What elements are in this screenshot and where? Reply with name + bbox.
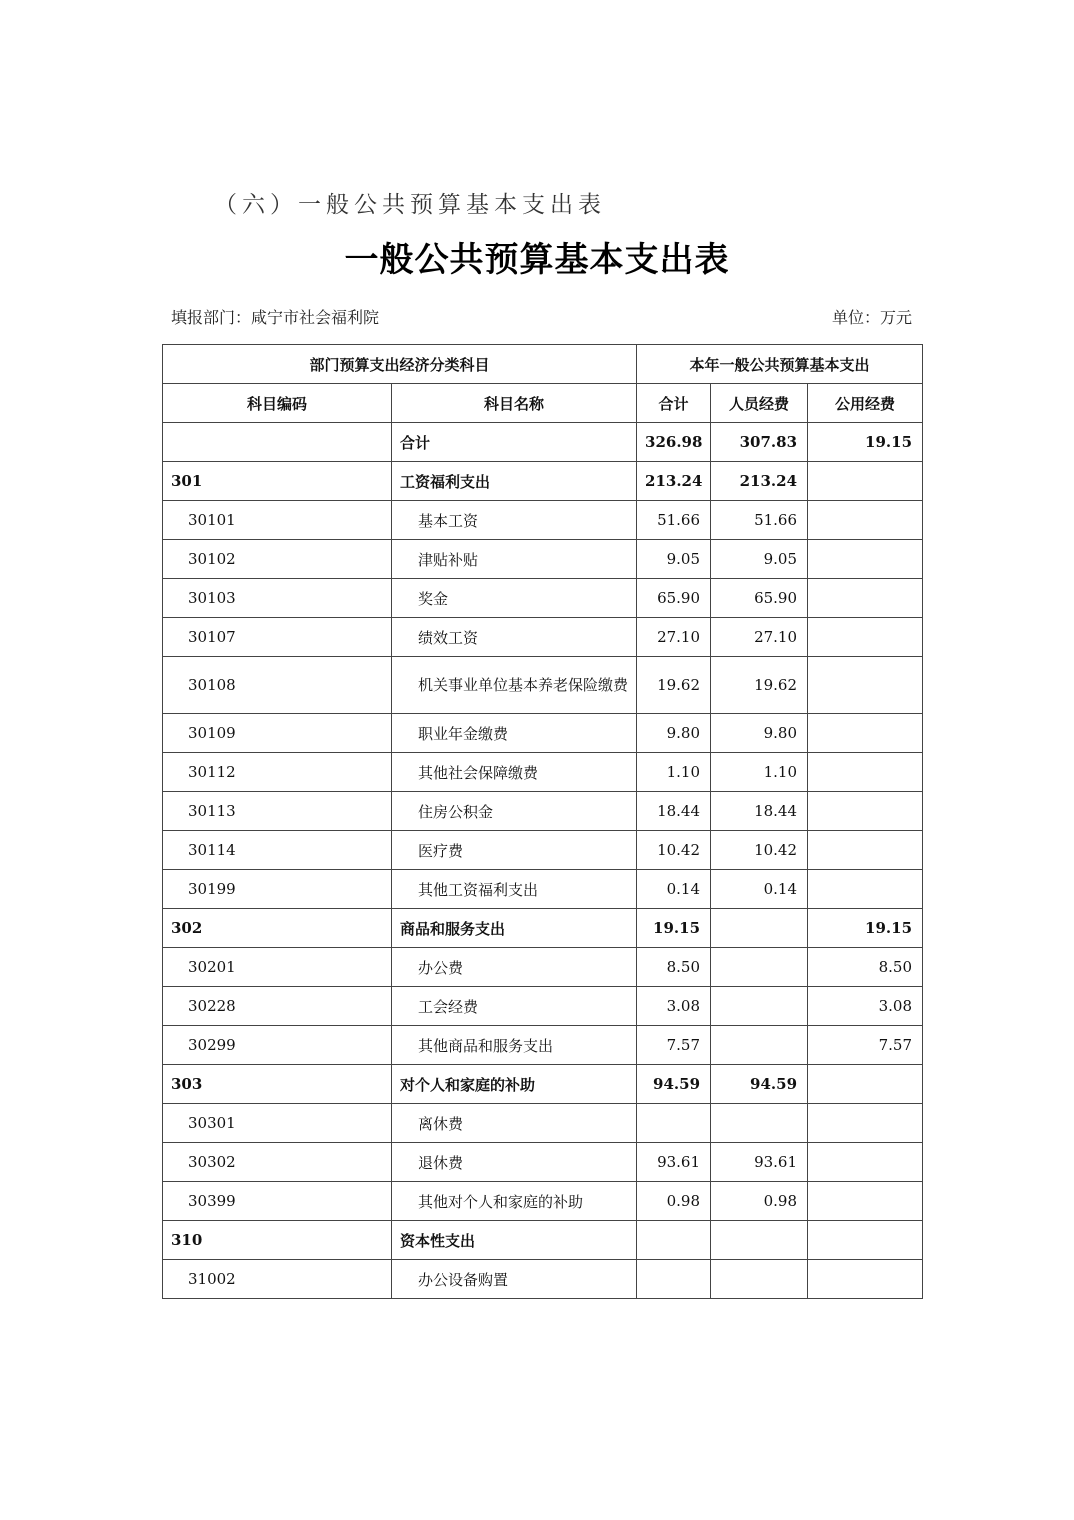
row-name: 商品和服务支出 xyxy=(392,909,637,948)
row-name: 对个人和家庭的补助 xyxy=(392,1065,637,1104)
row-code: 30103 xyxy=(163,579,392,618)
row-public xyxy=(808,870,923,909)
row-code: 30301 xyxy=(163,1104,392,1143)
row-public xyxy=(808,1104,923,1143)
row-total: 326.98 xyxy=(637,423,711,462)
row-total: 19.62 xyxy=(637,657,711,714)
row-public xyxy=(808,1182,923,1221)
section-title: （六）一般公共预算基本支出表 xyxy=(214,192,606,218)
row-public xyxy=(808,1143,923,1182)
row-personnel: 27.10 xyxy=(711,618,808,657)
row-name: 其他社会保障缴费 xyxy=(392,753,637,792)
row-name: 津贴补贴 xyxy=(392,540,637,579)
row-public xyxy=(808,540,923,579)
row-name: 其他工资福利支出 xyxy=(392,870,637,909)
row-total: 51.66 xyxy=(637,501,711,540)
table-row xyxy=(163,423,923,462)
table-row xyxy=(163,618,923,657)
row-code: 30102 xyxy=(163,540,392,579)
row-personnel xyxy=(711,1104,808,1143)
table-row xyxy=(163,462,923,501)
row-name: 合计 xyxy=(392,423,637,462)
header-personnel: 人员经费 xyxy=(711,384,808,423)
table-row xyxy=(163,792,923,831)
table-row xyxy=(163,753,923,792)
row-public xyxy=(808,1221,923,1260)
row-public xyxy=(808,579,923,618)
row-total xyxy=(637,1260,711,1299)
row-public: 7.57 xyxy=(808,1026,923,1065)
table-row xyxy=(163,540,923,579)
row-code: 302 xyxy=(163,909,392,948)
row-code: 310 xyxy=(163,1221,392,1260)
table-row xyxy=(163,987,923,1026)
table-row xyxy=(163,1143,923,1182)
row-code: 303 xyxy=(163,1065,392,1104)
row-code xyxy=(163,423,392,462)
row-name: 职业年金缴费 xyxy=(392,714,637,753)
row-total: 3.08 xyxy=(637,987,711,1026)
row-total xyxy=(637,1221,711,1260)
row-total: 10.42 xyxy=(637,831,711,870)
row-code: 31002 xyxy=(163,1260,392,1299)
row-total: 65.90 xyxy=(637,579,711,618)
row-total: 1.10 xyxy=(637,753,711,792)
row-code: 30299 xyxy=(163,1026,392,1065)
row-name: 机关事业单位基本养老保险缴费 xyxy=(392,657,637,714)
row-personnel: 10.42 xyxy=(711,831,808,870)
row-total: 9.80 xyxy=(637,714,711,753)
row-total: 27.10 xyxy=(637,618,711,657)
row-total: 18.44 xyxy=(637,792,711,831)
row-code: 30113 xyxy=(163,792,392,831)
row-personnel: 94.59 xyxy=(711,1065,808,1104)
row-total: 8.50 xyxy=(637,948,711,987)
unit-label: 单位：万元 xyxy=(832,308,913,327)
row-name: 其他对个人和家庭的补助 xyxy=(392,1182,637,1221)
row-name: 绩效工资 xyxy=(392,618,637,657)
row-personnel: 65.90 xyxy=(711,579,808,618)
row-total xyxy=(637,1104,711,1143)
row-personnel: 18.44 xyxy=(711,792,808,831)
header-public: 公用经费 xyxy=(808,384,923,423)
row-name: 退休费 xyxy=(392,1143,637,1182)
header-group-basic-expenditure: 本年一般公共预算基本支出 xyxy=(637,345,923,384)
table-row xyxy=(163,1260,923,1299)
row-personnel xyxy=(711,1260,808,1299)
table-row xyxy=(163,501,923,540)
table-row xyxy=(163,714,923,753)
department-label: 填报部门：咸宁市社会福利院 xyxy=(171,308,380,327)
table-row xyxy=(163,1065,923,1104)
row-code: 301 xyxy=(163,462,392,501)
row-public xyxy=(808,1065,923,1104)
row-public xyxy=(808,792,923,831)
row-code: 30201 xyxy=(163,948,392,987)
row-personnel: 307.83 xyxy=(711,423,808,462)
table-row xyxy=(163,948,923,987)
table-row xyxy=(163,870,923,909)
row-public xyxy=(808,1260,923,1299)
row-total: 0.14 xyxy=(637,870,711,909)
row-public: 19.15 xyxy=(808,909,923,948)
table-row xyxy=(163,1221,923,1260)
row-code: 30109 xyxy=(163,714,392,753)
row-total: 93.61 xyxy=(637,1143,711,1182)
row-public xyxy=(808,657,923,714)
row-code: 30107 xyxy=(163,618,392,657)
row-name: 资本性支出 xyxy=(392,1221,637,1260)
row-name: 办公费 xyxy=(392,948,637,987)
row-public xyxy=(808,501,923,540)
row-total: 0.98 xyxy=(637,1182,711,1221)
header-code: 科目编码 xyxy=(163,384,392,423)
row-personnel xyxy=(711,909,808,948)
row-personnel: 19.62 xyxy=(711,657,808,714)
table-row xyxy=(163,1182,923,1221)
row-name: 工会经费 xyxy=(392,987,637,1026)
budget-table xyxy=(162,344,923,1299)
header-name: 科目名称 xyxy=(392,384,637,423)
row-personnel xyxy=(711,1026,808,1065)
row-code: 30112 xyxy=(163,753,392,792)
row-personnel: 9.80 xyxy=(711,714,808,753)
row-code: 30302 xyxy=(163,1143,392,1182)
row-name: 奖金 xyxy=(392,579,637,618)
row-personnel: 93.61 xyxy=(711,1143,808,1182)
row-personnel: 0.14 xyxy=(711,870,808,909)
row-personnel: 0.98 xyxy=(711,1182,808,1221)
table-row xyxy=(163,657,923,714)
row-code: 30228 xyxy=(163,987,392,1026)
row-public xyxy=(808,753,923,792)
row-personnel: 9.05 xyxy=(711,540,808,579)
row-code: 30101 xyxy=(163,501,392,540)
page-title: 一般公共预算基本支出表 xyxy=(344,240,730,280)
row-code: 30399 xyxy=(163,1182,392,1221)
row-personnel xyxy=(711,987,808,1026)
header-total: 合计 xyxy=(637,384,711,423)
table-row xyxy=(163,831,923,870)
table-row xyxy=(163,579,923,618)
row-public xyxy=(808,831,923,870)
row-public xyxy=(808,618,923,657)
table-row xyxy=(163,909,923,948)
row-name: 其他商品和服务支出 xyxy=(392,1026,637,1065)
row-total: 19.15 xyxy=(637,909,711,948)
row-total: 213.24 xyxy=(637,462,711,501)
row-total: 7.57 xyxy=(637,1026,711,1065)
row-name: 住房公积金 xyxy=(392,792,637,831)
row-total: 94.59 xyxy=(637,1065,711,1104)
row-code: 30114 xyxy=(163,831,392,870)
row-public: 19.15 xyxy=(808,423,923,462)
row-public xyxy=(808,462,923,501)
row-code: 30199 xyxy=(163,870,392,909)
row-personnel: 1.10 xyxy=(711,753,808,792)
row-personnel: 213.24 xyxy=(711,462,808,501)
row-public: 8.50 xyxy=(808,948,923,987)
table-row xyxy=(163,1104,923,1143)
row-name: 办公设备购置 xyxy=(392,1260,637,1299)
row-personnel xyxy=(711,1221,808,1260)
row-code: 30108 xyxy=(163,657,392,714)
row-total: 9.05 xyxy=(637,540,711,579)
row-personnel xyxy=(711,948,808,987)
row-name: 工资福利支出 xyxy=(392,462,637,501)
header-group-classification: 部门预算支出经济分类科目 xyxy=(163,345,637,384)
row-public xyxy=(808,714,923,753)
row-name: 医疗费 xyxy=(392,831,637,870)
row-public: 3.08 xyxy=(808,987,923,1026)
table-row xyxy=(163,1026,923,1065)
row-personnel: 51.66 xyxy=(711,501,808,540)
row-name: 离休费 xyxy=(392,1104,637,1143)
row-name: 基本工资 xyxy=(392,501,637,540)
